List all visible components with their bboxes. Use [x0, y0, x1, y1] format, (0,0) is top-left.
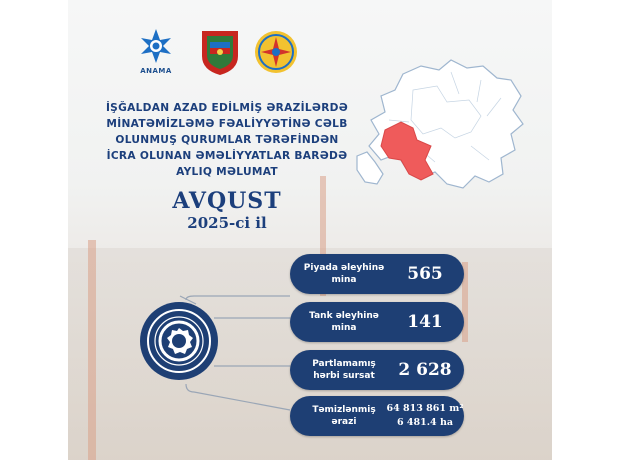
stat-label [300, 254, 388, 294]
stat-value: 141 [407, 312, 443, 332]
stat-label-line: ərazi [331, 417, 357, 427]
stat-label-line: Tank əleyhinə [309, 311, 379, 321]
title-line: OLUNMUŞ QURUMLAR TƏRƏFİNDƏN [115, 134, 339, 146]
stat-value: 2 628 [398, 360, 452, 380]
stat-connectors [68, 0, 552, 460]
title-line: AYLIQ MƏLUMAT [176, 166, 278, 178]
stat-value-line: 6 481.4 ha [396, 417, 454, 428]
report-year: 2025-ci il [187, 214, 267, 232]
title-line: MİNATƏMİZLƏMƏ FƏALİYYƏTİNƏ CƏLB [106, 118, 348, 130]
stat-value-line: 64 813 861 m² [386, 403, 464, 414]
stat-label-line: mina [331, 275, 357, 285]
stat-label-line: Partlamamış [312, 359, 376, 369]
stat-label-line: hərbi sursat [313, 371, 375, 381]
stat-antitank-mines [290, 302, 464, 342]
title-line: İCRA OLUNAN ƏMƏLİYYATLAR BARƏDƏ [106, 150, 348, 162]
stat-label-line: mina [331, 323, 357, 333]
stat-value [384, 396, 466, 436]
stat-label [300, 396, 388, 436]
stat-value: 565 [407, 264, 443, 284]
stat-label [300, 302, 388, 342]
stat-label-line: Təmizlənmiş [312, 405, 376, 415]
title-line: İŞĞALDAN AZAD EDİLMİŞ ƏRAZİLƏRDƏ [105, 102, 349, 114]
stat-unexploded-ordnance [290, 350, 464, 390]
stat-cleared-area [290, 396, 464, 436]
stat-label [300, 350, 388, 390]
stat-antipersonnel-mines [290, 254, 464, 294]
report-month: AVQUST [172, 188, 282, 214]
stat-label-line: Piyada əleyhinə [303, 263, 385, 273]
anama-logo-text: ANAMA [140, 67, 172, 75]
mine-emblem-icon [138, 300, 220, 382]
infographic-canvas [68, 0, 552, 460]
